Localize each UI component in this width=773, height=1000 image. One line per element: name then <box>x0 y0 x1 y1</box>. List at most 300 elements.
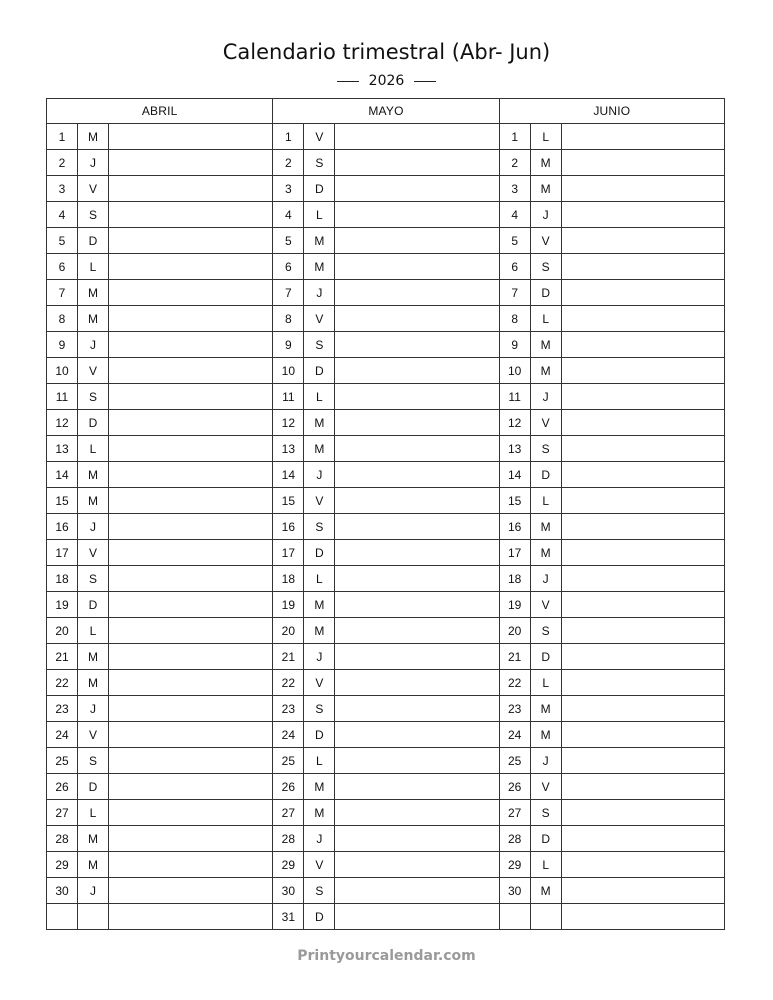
site-watermark: Printyourcalendar.com <box>297 948 476 964</box>
quarterly-calendar-table <box>46 98 725 930</box>
day-row <box>500 358 724 384</box>
day-number: 23 <box>47 696 78 721</box>
day-number: 28 <box>273 826 304 851</box>
weekday-letter: L <box>78 254 109 279</box>
day-row <box>47 436 272 462</box>
weekday-letter: L <box>304 566 335 591</box>
weekday-letter: D <box>78 774 109 799</box>
day-number: 17 <box>273 540 304 565</box>
weekday-letter: D <box>304 540 335 565</box>
weekday-letter: V <box>78 358 109 383</box>
day-number: 17 <box>500 540 531 565</box>
weekday-letter: L <box>531 488 562 513</box>
weekday-letter: L <box>78 618 109 643</box>
day-row <box>273 878 498 904</box>
weekday-letter: M <box>304 774 335 799</box>
day-number: 6 <box>500 254 531 279</box>
day-row <box>47 150 272 176</box>
note-cell <box>562 332 724 357</box>
day-row <box>500 904 724 930</box>
weekday-letter: J <box>531 748 562 773</box>
day-row <box>273 436 498 462</box>
weekday-letter: D <box>78 228 109 253</box>
year-row <box>0 70 773 92</box>
note-cell <box>109 592 272 617</box>
note-cell <box>109 904 272 930</box>
year-dash-left <box>337 81 359 82</box>
day-row <box>47 904 272 930</box>
day-number: 5 <box>47 228 78 253</box>
note-cell <box>109 488 272 513</box>
note-cell <box>562 384 724 409</box>
day-row <box>47 644 272 670</box>
note-cell <box>109 124 272 149</box>
day-row <box>47 410 272 436</box>
note-cell <box>109 306 272 331</box>
day-row <box>500 410 724 436</box>
day-number: 16 <box>47 514 78 539</box>
day-number: 19 <box>500 592 531 617</box>
day-row <box>500 150 724 176</box>
weekday-letter: J <box>78 150 109 175</box>
day-row <box>500 306 724 332</box>
day-number: 11 <box>500 384 531 409</box>
day-row <box>500 878 724 904</box>
note-cell <box>562 202 724 227</box>
day-row <box>47 618 272 644</box>
weekday-letter: J <box>531 384 562 409</box>
note-cell <box>562 436 724 461</box>
note-cell <box>109 644 272 669</box>
note-cell <box>109 800 272 825</box>
note-cell <box>335 592 498 617</box>
day-row <box>47 228 272 254</box>
day-number: 16 <box>500 514 531 539</box>
day-row <box>47 826 272 852</box>
weekday-letter: V <box>78 176 109 201</box>
weekday-letter <box>531 904 562 930</box>
day-row <box>273 774 498 800</box>
note-cell <box>562 644 724 669</box>
weekday-letter: V <box>531 774 562 799</box>
day-row <box>47 280 272 306</box>
weekday-letter: D <box>78 410 109 435</box>
day-number: 12 <box>273 410 304 435</box>
day-row <box>47 670 272 696</box>
day-number: 1 <box>500 124 531 149</box>
day-number: 21 <box>273 644 304 669</box>
day-number: 9 <box>47 332 78 357</box>
day-number: 3 <box>47 176 78 201</box>
day-number: 13 <box>500 436 531 461</box>
weekday-letter: M <box>531 332 562 357</box>
note-cell <box>335 202 498 227</box>
note-cell <box>335 774 498 799</box>
weekday-letter: V <box>304 306 335 331</box>
weekday-letter: D <box>304 358 335 383</box>
day-row <box>500 280 724 306</box>
day-row <box>500 124 724 150</box>
note-cell <box>335 800 498 825</box>
page-title: Calendario trimestral (Abr- Jun) <box>222 40 551 64</box>
note-cell <box>335 618 498 643</box>
note-cell <box>109 748 272 773</box>
weekday-letter: J <box>304 644 335 669</box>
note-cell <box>109 878 272 903</box>
note-cell <box>109 696 272 721</box>
weekday-letter: V <box>78 540 109 565</box>
day-number: 4 <box>500 202 531 227</box>
weekday-letter: J <box>304 280 335 305</box>
day-number: 15 <box>47 488 78 513</box>
weekday-letter: V <box>304 670 335 695</box>
day-number: 19 <box>273 592 304 617</box>
note-cell <box>335 514 498 539</box>
weekday-letter: S <box>304 332 335 357</box>
day-row <box>500 774 724 800</box>
day-row <box>500 722 724 748</box>
day-row <box>273 592 498 618</box>
day-row <box>47 462 272 488</box>
note-cell <box>335 462 498 487</box>
day-row <box>500 748 724 774</box>
day-row <box>273 670 498 696</box>
day-number: 18 <box>273 566 304 591</box>
note-cell <box>109 514 272 539</box>
day-number: 5 <box>500 228 531 253</box>
note-cell <box>109 410 272 435</box>
weekday-letter: M <box>531 358 562 383</box>
note-cell <box>335 124 498 149</box>
day-number: 23 <box>500 696 531 721</box>
day-number: 27 <box>47 800 78 825</box>
note-cell <box>335 280 498 305</box>
day-number: 23 <box>273 696 304 721</box>
year-dash-right <box>414 81 436 82</box>
day-row <box>273 384 498 410</box>
note-cell <box>335 254 498 279</box>
day-number: 4 <box>273 202 304 227</box>
year-label: 2026 <box>368 73 405 89</box>
note-cell <box>109 618 272 643</box>
day-number: 21 <box>500 644 531 669</box>
day-number: 22 <box>500 670 531 695</box>
day-number: 30 <box>500 878 531 903</box>
day-row <box>47 696 272 722</box>
day-number: 25 <box>47 748 78 773</box>
note-cell <box>109 358 272 383</box>
day-row <box>273 254 498 280</box>
day-number: 9 <box>500 332 531 357</box>
day-number: 24 <box>500 722 531 747</box>
note-cell <box>562 462 724 487</box>
weekday-letter: L <box>78 800 109 825</box>
month-column-junio <box>499 98 725 930</box>
note-cell <box>562 722 724 747</box>
month-header: MAYO <box>273 99 498 124</box>
note-cell <box>335 410 498 435</box>
weekday-letter: M <box>78 124 109 149</box>
day-number: 31 <box>273 904 304 930</box>
note-cell <box>109 826 272 851</box>
weekday-letter: M <box>304 254 335 279</box>
note-cell <box>109 566 272 591</box>
note-cell <box>335 696 498 721</box>
day-row <box>47 774 272 800</box>
note-cell <box>562 592 724 617</box>
day-row <box>273 514 498 540</box>
day-number: 16 <box>273 514 304 539</box>
day-row <box>47 800 272 826</box>
weekday-letter: D <box>531 644 562 669</box>
day-number: 15 <box>500 488 531 513</box>
note-cell <box>335 384 498 409</box>
note-cell <box>335 644 498 669</box>
day-number: 3 <box>273 176 304 201</box>
note-cell <box>562 618 724 643</box>
day-number: 1 <box>273 124 304 149</box>
note-cell <box>335 878 498 903</box>
day-row <box>273 800 498 826</box>
weekday-letter: S <box>531 436 562 461</box>
note-cell <box>109 670 272 695</box>
day-number: 27 <box>500 800 531 825</box>
weekday-letter: S <box>531 618 562 643</box>
day-row <box>500 384 724 410</box>
day-number: 26 <box>47 774 78 799</box>
weekday-letter: L <box>78 436 109 461</box>
weekday-letter: V <box>531 592 562 617</box>
day-number: 8 <box>500 306 531 331</box>
day-number: 2 <box>500 150 531 175</box>
note-cell <box>562 410 724 435</box>
weekday-letter: S <box>78 748 109 773</box>
weekday-letter: M <box>304 618 335 643</box>
weekday-letter: D <box>304 904 335 930</box>
weekday-letter: S <box>531 254 562 279</box>
day-row <box>500 644 724 670</box>
note-cell <box>562 176 724 201</box>
day-number: 19 <box>47 592 78 617</box>
day-row <box>500 540 724 566</box>
weekday-letter: M <box>78 462 109 487</box>
note-cell <box>562 358 724 383</box>
weekday-letter: S <box>304 514 335 539</box>
day-row <box>273 566 498 592</box>
day-number: 24 <box>47 722 78 747</box>
day-number: 10 <box>47 358 78 383</box>
day-row <box>273 410 498 436</box>
weekday-letter: M <box>531 514 562 539</box>
day-number: 7 <box>273 280 304 305</box>
day-row <box>500 852 724 878</box>
day-number: 20 <box>47 618 78 643</box>
day-row <box>500 176 724 202</box>
note-cell <box>562 878 724 903</box>
day-number: 18 <box>500 566 531 591</box>
day-row <box>273 280 498 306</box>
day-number: 22 <box>47 670 78 695</box>
day-row <box>500 670 724 696</box>
day-row <box>47 306 272 332</box>
weekday-letter: M <box>304 800 335 825</box>
day-number: 10 <box>273 358 304 383</box>
weekday-letter: M <box>531 696 562 721</box>
day-row <box>47 540 272 566</box>
day-row <box>273 176 498 202</box>
day-row <box>273 358 498 384</box>
day-number: 10 <box>500 358 531 383</box>
weekday-letter <box>78 904 109 930</box>
day-row <box>47 722 272 748</box>
note-cell <box>335 176 498 201</box>
weekday-letter: S <box>78 384 109 409</box>
day-row <box>273 748 498 774</box>
day-row <box>47 488 272 514</box>
day-number: 20 <box>273 618 304 643</box>
day-row <box>273 852 498 878</box>
day-number: 3 <box>500 176 531 201</box>
day-row <box>273 540 498 566</box>
day-number: 25 <box>273 748 304 773</box>
note-cell <box>109 228 272 253</box>
day-row <box>273 618 498 644</box>
day-row <box>273 462 498 488</box>
day-number: 8 <box>47 306 78 331</box>
day-number: 9 <box>273 332 304 357</box>
weekday-letter: J <box>531 202 562 227</box>
day-row <box>500 800 724 826</box>
day-row <box>273 332 498 358</box>
note-cell <box>562 904 724 930</box>
weekday-letter: J <box>304 462 335 487</box>
note-cell <box>109 774 272 799</box>
note-cell <box>562 696 724 721</box>
weekday-letter: M <box>531 150 562 175</box>
note-cell <box>562 488 724 513</box>
day-number: 27 <box>273 800 304 825</box>
month-header: JUNIO <box>500 99 724 124</box>
day-row <box>273 306 498 332</box>
day-number: 12 <box>47 410 78 435</box>
day-number: 14 <box>47 462 78 487</box>
note-cell <box>335 566 498 591</box>
month-column-abril <box>46 98 272 930</box>
day-row <box>500 228 724 254</box>
weekday-letter: J <box>78 514 109 539</box>
day-number: 15 <box>273 488 304 513</box>
day-row <box>500 462 724 488</box>
day-row <box>500 332 724 358</box>
weekday-letter: L <box>531 124 562 149</box>
day-row <box>47 566 272 592</box>
weekday-letter: S <box>78 566 109 591</box>
day-number: 11 <box>273 384 304 409</box>
day-number: 20 <box>500 618 531 643</box>
day-number: 2 <box>47 150 78 175</box>
note-cell <box>562 774 724 799</box>
note-cell <box>562 748 724 773</box>
note-cell <box>562 800 724 825</box>
day-row <box>47 878 272 904</box>
day-number: 11 <box>47 384 78 409</box>
day-number: 1 <box>47 124 78 149</box>
note-cell <box>109 280 272 305</box>
day-row <box>273 124 498 150</box>
day-row <box>500 566 724 592</box>
day-row <box>47 124 272 150</box>
note-cell <box>562 540 724 565</box>
note-cell <box>562 514 724 539</box>
day-row <box>47 748 272 774</box>
day-number: 4 <box>47 202 78 227</box>
day-row <box>500 618 724 644</box>
weekday-letter: L <box>304 748 335 773</box>
note-cell <box>562 228 724 253</box>
day-row <box>273 228 498 254</box>
weekday-letter: D <box>531 826 562 851</box>
day-row <box>273 150 498 176</box>
day-number: 26 <box>500 774 531 799</box>
weekday-letter: M <box>531 722 562 747</box>
note-cell <box>335 540 498 565</box>
weekday-letter: L <box>304 202 335 227</box>
note-cell <box>335 748 498 773</box>
day-row <box>500 826 724 852</box>
day-row <box>273 488 498 514</box>
weekday-letter: M <box>531 176 562 201</box>
day-number: 25 <box>500 748 531 773</box>
note-cell <box>562 566 724 591</box>
note-cell <box>562 124 724 149</box>
weekday-letter: M <box>531 540 562 565</box>
weekday-letter: V <box>531 228 562 253</box>
weekday-letter: M <box>78 670 109 695</box>
day-number: 7 <box>500 280 531 305</box>
note-cell <box>562 280 724 305</box>
weekday-letter: M <box>304 410 335 435</box>
weekday-letter: M <box>78 852 109 877</box>
note-cell <box>335 332 498 357</box>
note-cell <box>109 150 272 175</box>
day-number: 14 <box>273 462 304 487</box>
note-cell <box>562 150 724 175</box>
note-cell <box>335 306 498 331</box>
weekday-letter: M <box>78 488 109 513</box>
day-row <box>500 254 724 280</box>
note-cell <box>335 436 498 461</box>
note-cell <box>109 436 272 461</box>
day-row <box>273 904 498 930</box>
day-number: 13 <box>273 436 304 461</box>
weekday-letter: J <box>78 878 109 903</box>
weekday-letter: S <box>304 696 335 721</box>
weekday-letter: V <box>304 852 335 877</box>
note-cell <box>335 488 498 513</box>
weekday-letter: J <box>78 332 109 357</box>
weekday-letter: L <box>304 384 335 409</box>
weekday-letter: S <box>304 878 335 903</box>
weekday-letter: M <box>78 280 109 305</box>
day-number: 26 <box>273 774 304 799</box>
day-number: 2 <box>273 150 304 175</box>
day-row <box>273 644 498 670</box>
day-number: 30 <box>47 878 78 903</box>
weekday-letter: M <box>531 878 562 903</box>
day-number: 5 <box>273 228 304 253</box>
day-row <box>273 826 498 852</box>
day-row <box>47 384 272 410</box>
